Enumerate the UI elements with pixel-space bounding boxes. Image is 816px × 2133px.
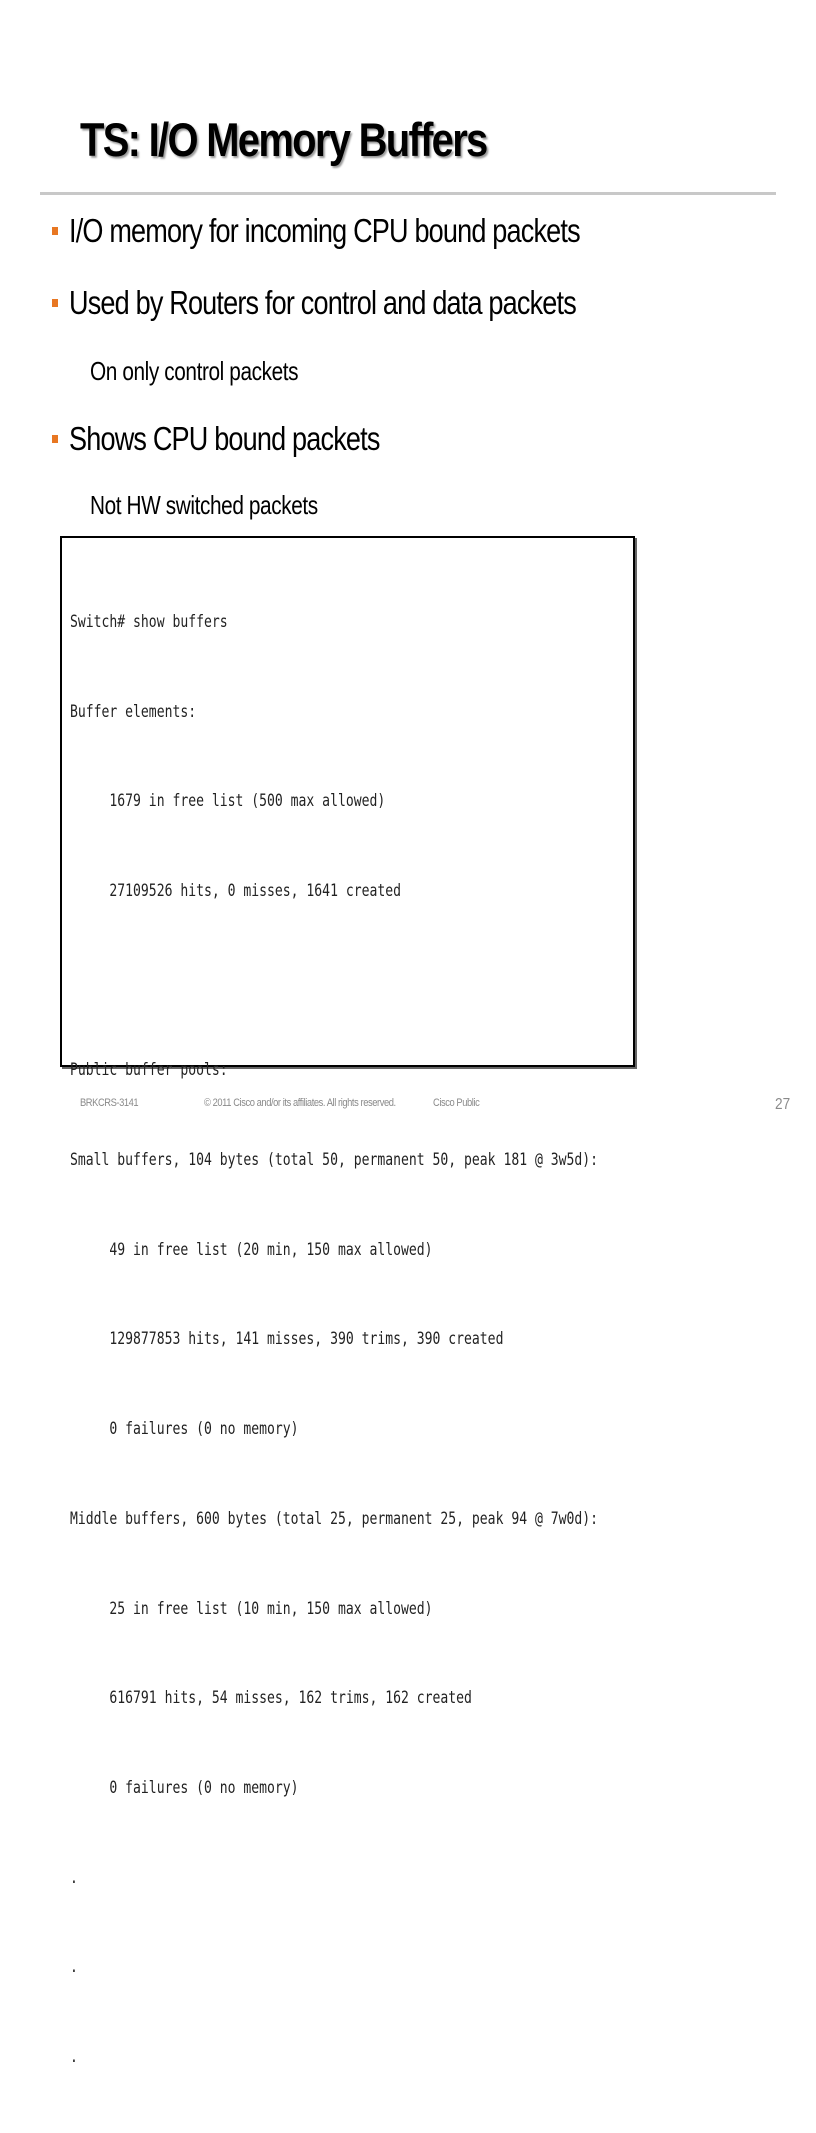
bullet-text: Used by Routers for control and data packets bbox=[69, 284, 576, 321]
code-line: 0 failures (0 no memory) bbox=[70, 1777, 299, 1798]
code-line: 49 in free list (20 min, 150 max allowed) bbox=[70, 1239, 433, 1260]
slide-title: TS: I/O Memory Buffers bbox=[80, 113, 487, 166]
code-line: 1679 in free list (500 max allowed) bbox=[70, 791, 386, 812]
code-line: Public buffer pools: bbox=[70, 1060, 228, 1081]
footer-copyright: © 2011 Cisco and/or its affiliates. All rights reserved. bbox=[204, 1097, 396, 1109]
bullet-square-icon bbox=[52, 435, 58, 443]
code-line: 616791 hits, 54 misses, 162 trims, 162 created bbox=[70, 1688, 472, 1709]
sub-bullet-text: Not HW switched packets bbox=[90, 490, 318, 520]
bullet-text: Shows CPU bound packets bbox=[69, 420, 380, 457]
code-line: 27109526 hits, 0 misses, 1641 created bbox=[70, 880, 402, 901]
code-line: Middle buffers, 600 bytes (total 25, permanent 25, peak 94 @ 7w0d): bbox=[70, 1508, 599, 1529]
code-line: 0 failures (0 no memory) bbox=[70, 1419, 299, 1440]
bullet-square-icon bbox=[52, 227, 58, 235]
code-line bbox=[70, 967, 598, 997]
sub-bullet-text: On only control packets bbox=[90, 356, 299, 386]
code-line: Switch# show buffers bbox=[70, 611, 228, 632]
bullet-square-icon bbox=[52, 299, 58, 307]
code-line: . bbox=[70, 1957, 78, 1978]
code-line: . bbox=[70, 2047, 78, 2068]
code-line: Buffer elements: bbox=[70, 701, 197, 722]
footer-classification: Cisco Public bbox=[433, 1097, 480, 1109]
code-line: . bbox=[70, 1867, 78, 1888]
page-number: 27 bbox=[775, 1096, 791, 1113]
footer-session-id: BRKCRS-3141 bbox=[80, 1097, 139, 1109]
bullet-text: I/O memory for incoming CPU bound packets bbox=[69, 212, 580, 249]
code-line: 25 in free list (10 min, 150 max allowed) bbox=[70, 1598, 433, 1619]
code-line: Small buffers, 104 bytes (total 50, permanent 50, peak 181 @ 3w5d): bbox=[70, 1150, 599, 1171]
title-divider bbox=[40, 192, 776, 195]
code-line: 129877853 hits, 141 misses, 390 trims, 390 created bbox=[70, 1329, 504, 1350]
cli-output bbox=[70, 548, 598, 2133]
